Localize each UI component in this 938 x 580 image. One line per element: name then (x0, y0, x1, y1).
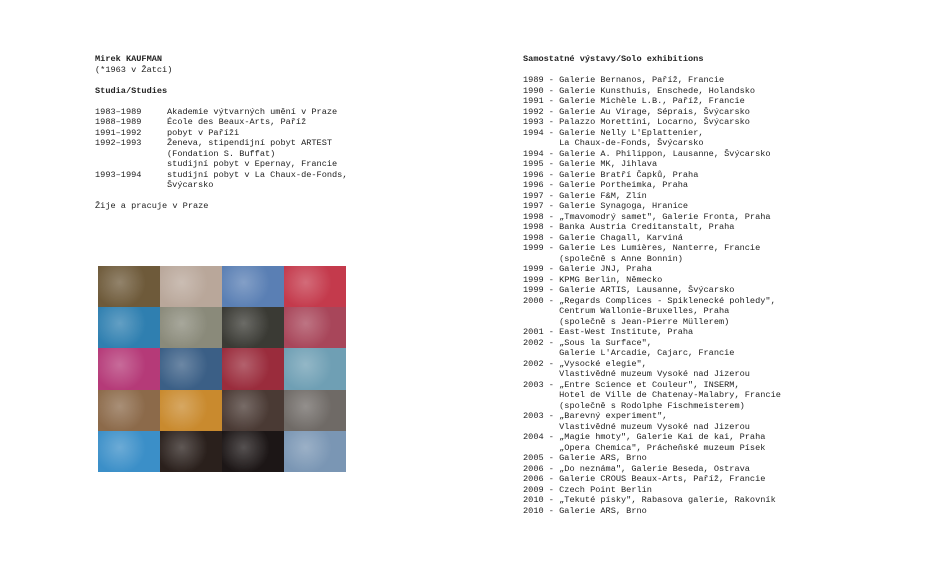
exhibition-year: 1991 (523, 96, 544, 106)
exhibition-item (523, 359, 923, 380)
exhibition-item (523, 222, 923, 233)
exhibition-separator: - (543, 285, 560, 295)
exhibition-item (523, 432, 923, 453)
exhibition-item (523, 285, 923, 296)
exhibition-separator: - (543, 411, 560, 421)
exhibition-text: „Magie hmoty", Galerie Kai de kai, Praha (559, 432, 766, 442)
exhibition-text: Galerie Nelly L'Eplattenier, (559, 127, 704, 138)
exhibition-separator: - (543, 484, 560, 495)
exhibition-item (523, 86, 923, 97)
exhibition-item (523, 233, 923, 244)
exhibition-year: 1999 (523, 285, 544, 295)
lives-and-works: Žije a pracuje v Praze (95, 201, 209, 211)
exhibition-text: Palazzo Morettini, Locarno, Švýcarsko (559, 117, 750, 127)
exhibition-item (523, 180, 923, 191)
exhibition-text: Vlastivědné muzeum Vysoké nad Jizerou (559, 421, 750, 432)
exhibition-text: Galerie MK, Jihlava (559, 159, 658, 169)
exhibition-text: „Do neznáma", Galerie Beseda, Ostrava (559, 463, 750, 474)
exhibition-item (523, 380, 923, 412)
exhibition-item (523, 201, 923, 212)
exhibition-text: Galerie Bratří Čapků, Praha (559, 169, 699, 180)
artwork-photo-mosaic (98, 266, 346, 472)
exhibition-text: Galerie CROUS Beaux-Arts, Paříž, Francie (559, 474, 766, 484)
exhibition-item (523, 296, 923, 328)
exhibition-text: Galerie A. Philippon, Lausanne, Švýcarsko (559, 148, 771, 159)
exhibition-text: Banka Austria Creditanstalt, Praha (559, 222, 735, 232)
exhibition-year: 2001 (523, 327, 544, 337)
exhibition-separator: - (543, 232, 560, 243)
exhibition-separator: - (543, 117, 560, 127)
exhibition-separator: - (543, 211, 560, 222)
exhibition-year: 2010 (523, 495, 544, 505)
exhibition-separator: - (543, 295, 560, 306)
exhibition-text: Vlastivědné muzeum Vysoké nad Jizerou (559, 369, 750, 379)
photo-tile (98, 348, 160, 389)
exhibition-item (523, 485, 923, 496)
study-years: 1991–1992 (95, 127, 142, 138)
exhibition-text: „Tmavomodrý samet", Galerie Fronta, Praha (559, 211, 771, 222)
exhibition-year: 1996 (523, 180, 544, 190)
photo-tile (98, 307, 160, 348)
exhibition-year: 2010 (523, 505, 544, 516)
exhibition-year: 2005 (523, 453, 544, 463)
exhibition-item (523, 275, 923, 286)
exhibition-separator: - (543, 148, 560, 159)
exhibition-separator: - (543, 495, 560, 505)
photo-tile (222, 348, 284, 389)
photo-tile (284, 431, 346, 472)
exhibition-text: (společně s Rodolphe Fischmeisterem) (559, 400, 745, 411)
exhibition-text: Galerie Portheimka, Praha (559, 180, 689, 190)
exhibition-separator: - (543, 453, 560, 463)
exhibition-item (523, 149, 923, 160)
study-item (95, 128, 425, 139)
exhibition-text: Galerie Les Lumières, Nanterre, Francie (559, 243, 761, 253)
photo-tile (160, 307, 222, 348)
exhibition-text: Galerie ARS, Brno (559, 505, 647, 516)
exhibition-item (523, 243, 923, 264)
exhibition-year: 2006 (523, 474, 544, 484)
exhibition-text: Hotel de Ville de Chatenay-Malabry, Francie (559, 390, 781, 400)
exhibition-separator: - (543, 201, 560, 211)
exhibition-year: 2003 (523, 379, 544, 390)
exhibition-item (523, 506, 923, 517)
exhibition-year: 1998 (523, 232, 544, 243)
exhibition-text: Galerie Synagoga, Hranice (559, 201, 689, 211)
photo-tile (160, 266, 222, 307)
exhibition-year: 1990 (523, 85, 544, 96)
exhibition-separator: - (543, 327, 560, 337)
exhibition-text: Centrum Wallonie-Bruxelles, Praha (559, 306, 730, 316)
exhibition-separator: - (543, 474, 560, 484)
exhibition-item (523, 159, 923, 170)
exhibition-text: KPMG Berlin, Německo (559, 274, 663, 285)
exhibition-text: Galerie L'Arcadie, Cajarc, Francie (559, 348, 735, 358)
study-text: Ženeva, stipendijní pobyt ARTEST (167, 138, 333, 148)
photo-tile (222, 266, 284, 307)
exhibition-year: 2004 (523, 432, 544, 442)
exhibition-text: „Vysocké elegie", (559, 358, 647, 369)
exhibition-separator: - (543, 75, 560, 85)
artist-name: Mirek KAUFMAN (95, 54, 163, 64)
exhibition-text: Galerie F&M, Zlín (559, 190, 647, 201)
exhibition-text: „Opera Chemica", Prácheňské muzeum Písek (559, 442, 766, 453)
exhibition-text: (společně s Anne Bonnin) (559, 253, 683, 264)
exhibition-text: Galerie ARTIS, Lausanne, Švýcarsko (559, 285, 735, 295)
exhibition-separator: - (543, 358, 560, 369)
study-item (95, 107, 425, 118)
study-years: 1993–1994 (95, 169, 142, 180)
photo-tile (160, 348, 222, 389)
exhibition-text: „Entre Science et Couleur", INSERM, (559, 379, 740, 390)
exhibition-text: Galerie Bernanos, Paříž, Francie (559, 75, 725, 85)
exhibition-year: 2003 (523, 411, 544, 421)
exhibition-item (523, 107, 923, 118)
exhibition-separator: - (543, 379, 560, 390)
exhibition-separator: - (543, 96, 560, 106)
exhibition-text: Galerie JNJ, Praha (559, 264, 652, 274)
exhibition-text: East-West Institute, Praha (559, 327, 694, 337)
exhibition-item (523, 117, 923, 128)
photo-tile (222, 431, 284, 472)
exhibition-year: 1993 (523, 117, 544, 127)
exhibition-separator: - (543, 274, 560, 285)
study-years: 1983–1989 (95, 106, 142, 117)
exhibition-item (523, 327, 923, 338)
photo-tile (284, 390, 346, 431)
photo-tile (222, 390, 284, 431)
exhibition-year: 1999 (523, 243, 544, 253)
exhibition-separator: - (543, 85, 560, 96)
solo-exhibitions-heading: Samostatné výstavy/Solo exhibitions (523, 54, 704, 64)
photo-tile (160, 390, 222, 431)
exhibition-text: (společně s Jean-Pierre Müllerem) (559, 316, 730, 327)
exhibition-year: 2002 (523, 358, 544, 369)
exhibition-item (523, 453, 923, 464)
photo-tile (160, 431, 222, 472)
exhibition-year: 1998 (523, 211, 544, 222)
exhibition-item (523, 411, 923, 432)
exhibition-year: 1994 (523, 148, 544, 159)
photo-tile (98, 266, 160, 307)
exhibition-text: Czech Point Berlin (559, 484, 652, 495)
exhibition-text: Galerie ARS, Brno (559, 453, 647, 463)
exhibition-item (523, 170, 923, 181)
exhibition-separator: - (543, 169, 560, 180)
exhibition-separator: - (543, 222, 560, 232)
exhibition-separator: - (543, 190, 560, 201)
exhibition-separator: - (543, 463, 560, 474)
exhibition-item (523, 264, 923, 275)
exhibition-separator: - (543, 106, 560, 117)
exhibition-year: 2009 (523, 484, 544, 495)
exhibition-year: 1989 (523, 75, 544, 85)
exhibition-item (523, 474, 923, 485)
study-item (95, 117, 425, 128)
exhibition-separator: - (543, 127, 560, 138)
study-item (95, 170, 425, 191)
exhibition-item (523, 128, 923, 149)
photo-tile (98, 431, 160, 472)
exhibition-separator: - (543, 180, 560, 190)
study-text: studijní pobyt v La Chaux-de-Fonds, (167, 169, 348, 180)
exhibition-text: Galerie Au Virage, Séprais, Švýcarsko (559, 106, 750, 117)
exhibition-separator: - (543, 243, 560, 253)
exhibition-item (523, 464, 923, 475)
exhibition-separator: - (543, 337, 560, 348)
right-column (523, 54, 923, 516)
exhibition-text: Galerie Kunsthuis, Enschede, Holandsko (559, 85, 756, 96)
exhibition-item (523, 212, 923, 223)
exhibition-text: Galerie Chagall, Karviná (559, 232, 683, 243)
study-text: pobyt v Paříži (167, 127, 240, 138)
exhibition-text: „Barevný experiment", (559, 411, 668, 421)
exhibition-year: 1994 (523, 127, 544, 138)
exhibition-separator: - (543, 505, 560, 516)
study-years: 1992–1993 (95, 138, 142, 148)
left-column (95, 54, 425, 212)
exhibition-separator: - (543, 159, 560, 169)
exhibition-text: „Regards Complices - Spiklenecké pohledy", (559, 295, 776, 306)
exhibition-item (523, 338, 923, 359)
exhibition-item (523, 75, 923, 86)
exhibition-text: „Tekuté písky", Rabasova galerie, Rakovník (559, 495, 776, 505)
study-text: Akademie výtvarných umění v Praze (167, 106, 338, 117)
exhibition-year: 1999 (523, 274, 544, 285)
photo-tile (98, 390, 160, 431)
studies-heading: Studia/Studies (95, 85, 168, 96)
study-text: (Fondation S. Buffat) (167, 148, 276, 159)
photo-tile (284, 266, 346, 307)
exhibitions-list (523, 75, 923, 516)
photo-tile (284, 307, 346, 348)
exhibition-year: 1997 (523, 201, 544, 211)
photo-tile (284, 348, 346, 389)
exhibition-text: La Chaux-de-Fonds, Švýcarsko (559, 138, 704, 148)
photo-tile (222, 307, 284, 348)
study-years: 1988–1989 (95, 117, 142, 127)
exhibition-year: 2000 (523, 295, 544, 306)
exhibition-separator: - (543, 264, 560, 274)
exhibition-year: 2002 (523, 337, 544, 348)
exhibition-separator: - (543, 432, 560, 442)
study-text: Švýcarsko (167, 180, 214, 190)
exhibition-year: 1997 (523, 190, 544, 201)
exhibition-item (523, 495, 923, 506)
exhibition-year: 1992 (523, 106, 544, 117)
study-item (95, 138, 425, 170)
birth-info: (*1963 v Žatci) (95, 64, 173, 75)
exhibition-item (523, 191, 923, 202)
study-text: École des Beaux-Arts, Paříž (167, 117, 307, 127)
exhibition-year: 1996 (523, 169, 544, 180)
exhibition-year: 1995 (523, 159, 544, 169)
exhibition-text: Galerie Michèle L.B., Paříž, Francie (559, 96, 745, 106)
exhibition-text: „Sous la Surface", (559, 337, 652, 348)
exhibition-item (523, 96, 923, 107)
exhibition-year: 1999 (523, 264, 544, 274)
study-text: studijní pobyt v Epernay, Francie (167, 159, 338, 169)
exhibition-year: 2006 (523, 463, 544, 474)
studies-list (95, 107, 425, 191)
exhibition-year: 1998 (523, 222, 544, 232)
